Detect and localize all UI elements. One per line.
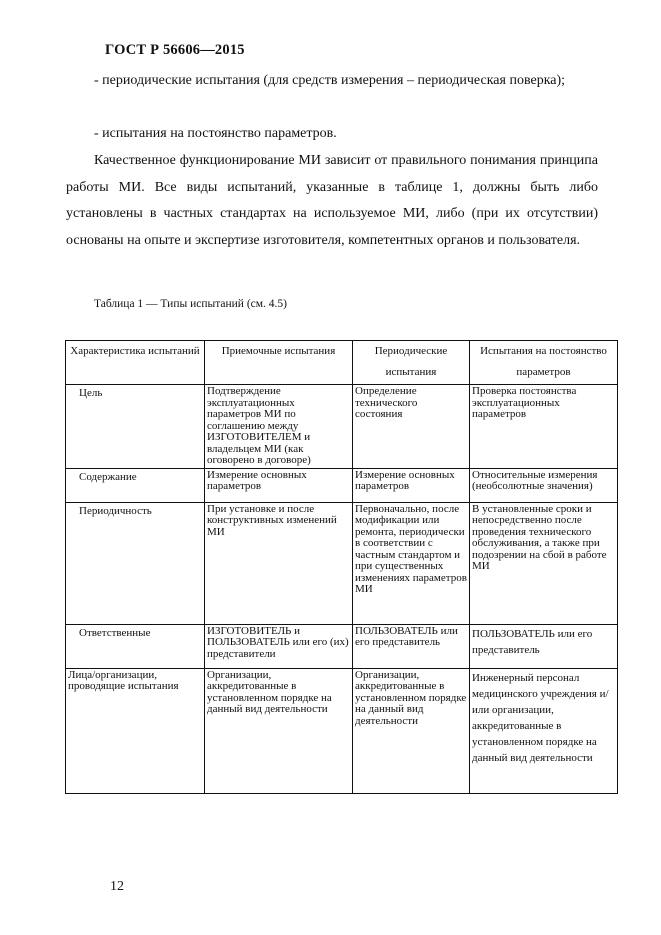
table-cell: ПОЛЬЗОВАТЕЛЬ или его представитель [470,624,618,668]
table-row [66,468,618,502]
table-row [66,668,618,793]
column-header-acceptance: Приемочные испытания [205,341,353,385]
intro-paragraph: Качественное функционирование МИ зависит от правильного понимания принципа работы МИ. Все виды испытаний, указанные в таблице 1, должны быть либо установлены в частных стандартах на используемое МИ, либо (при их отсутствии) основаны на опыте и экспертизе изготовителя, компетентных органов и пользователя. [66,153,598,248]
column-header-characteristic: Характеристика испытаний [66,341,205,385]
document-header: ГОСТ Р 56606—2015 [105,42,245,58]
table-caption: Таблица 1 — Типы испытаний (см. 4.5) [94,298,287,310]
table-cell: Определение технического состояния [353,385,470,469]
table-cell: ИЗГОТОВИТЕЛЬ и ПОЛЬЗОВАТЕЛЬ или его (их) представители [205,624,353,668]
table-cell: Проверка постоянства эксплуатационных параметров [470,385,618,469]
table-cell: Организации, аккредитованные в установленном порядке на данный вид деятельности [205,668,353,793]
table-header-row [66,341,618,385]
table-row [66,624,618,668]
table-cell: В установленные сроки и непосредственно после проведения технического обслуживания, а также при подозрении на сбой в работе МИ [470,502,618,624]
page-number: 12 [110,879,124,894]
bullet-constancy-tests: - испытания на постоянство параметров. [94,126,337,141]
bullet-periodic-tests: - периодические испытания (для средств измерения – периодическая поверка); [94,73,566,88]
table-cell: Относительные измерения (необсолютные значения) [470,468,618,502]
table-cell: ПОЛЬЗОВАТЕЛЬ или его представитель [353,624,470,668]
table-cell: Измерение основных параметров [353,468,470,502]
table-cell: Измерение основных параметров [205,468,353,502]
table-cell: Организации, аккредитованные в установленном порядке на данный вид деятельности [353,668,470,793]
table-cell: Инженерный персонал медицинского учреждения и/или организации, аккредитованные в установленном порядке на данный вид деятельности [470,668,618,793]
table-row [66,385,618,469]
test-types-table [65,340,618,794]
column-header-periodic: Периодические испытания [353,341,470,385]
table-cell: При установке и после конструктивных изменений МИ [205,502,353,624]
row-label-purpose: Цель [66,385,205,469]
table-row [66,502,618,624]
row-label-periodicity: Периодичность [66,502,205,624]
row-label-content: Содержание [66,468,205,502]
table-cell: Первоначально, после модификации или ремонта, периодически в соответствии с частным стандартом и при существенных изменениях параметров МИ [353,502,470,624]
row-label-responsible: Ответственные [66,624,205,668]
table-cell: Подтверждение эксплуатационных параметров МИ по соглашению между ИЗГОТОВИТЕЛЕМ и владельцем МИ (как оговорено в договоре) [205,385,353,469]
row-label-testing-parties: Лица/организации, проводящие испытания [66,668,205,793]
column-header-constancy: Испытания на постоянство параметров [470,341,618,385]
